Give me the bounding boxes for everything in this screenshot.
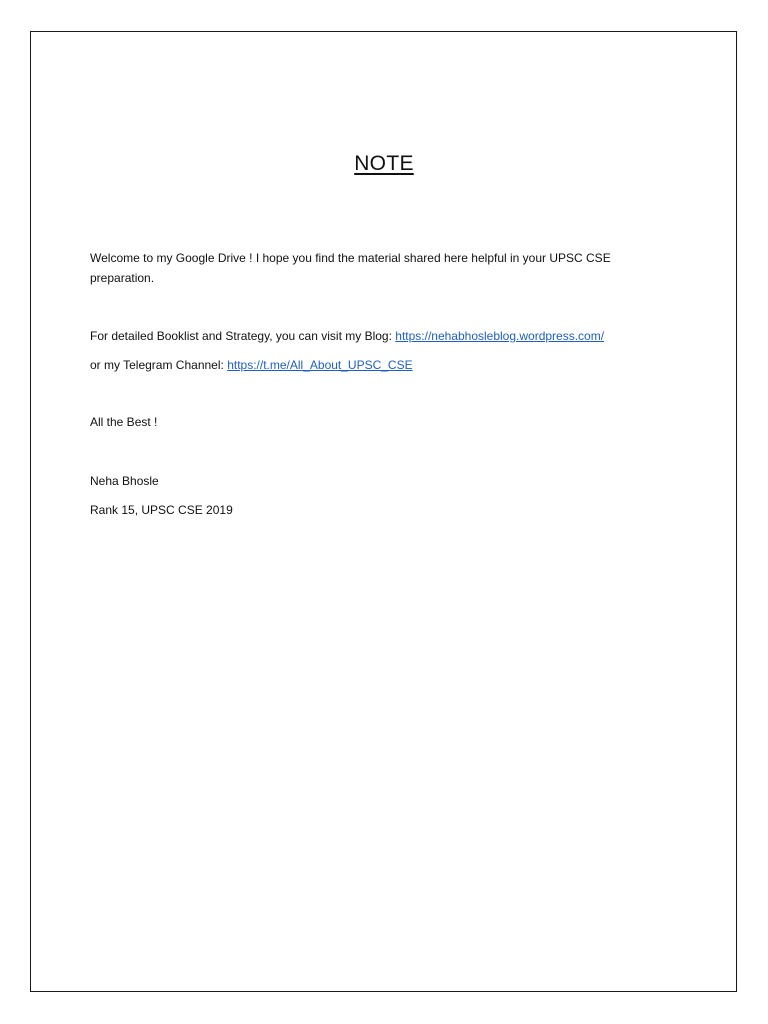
telegram-link[interactable]: https://t.me/All_About_UPSC_CSE (227, 358, 413, 372)
telegram-prefix: or my Telegram Channel: (90, 358, 228, 372)
note-title: NOTE (354, 152, 414, 175)
closing-text: All the Best ! (90, 415, 158, 429)
author-rank: Rank 15, UPSC CSE 2019 (90, 503, 233, 517)
telegram-line (90, 355, 650, 375)
author-name: Neha Bhosle (90, 474, 159, 488)
blog-prefix: For detailed Booklist and Strategy, you can visit my Blog: (90, 329, 396, 343)
welcome-paragraph: Welcome to my Google Drive ! I hope you find the material shared here helpful in your UPSC CSE preparation. (90, 251, 611, 285)
blog-link[interactable]: https://nehabhosleblog.wordpress.com/ (395, 329, 605, 343)
blog-line (90, 326, 650, 346)
